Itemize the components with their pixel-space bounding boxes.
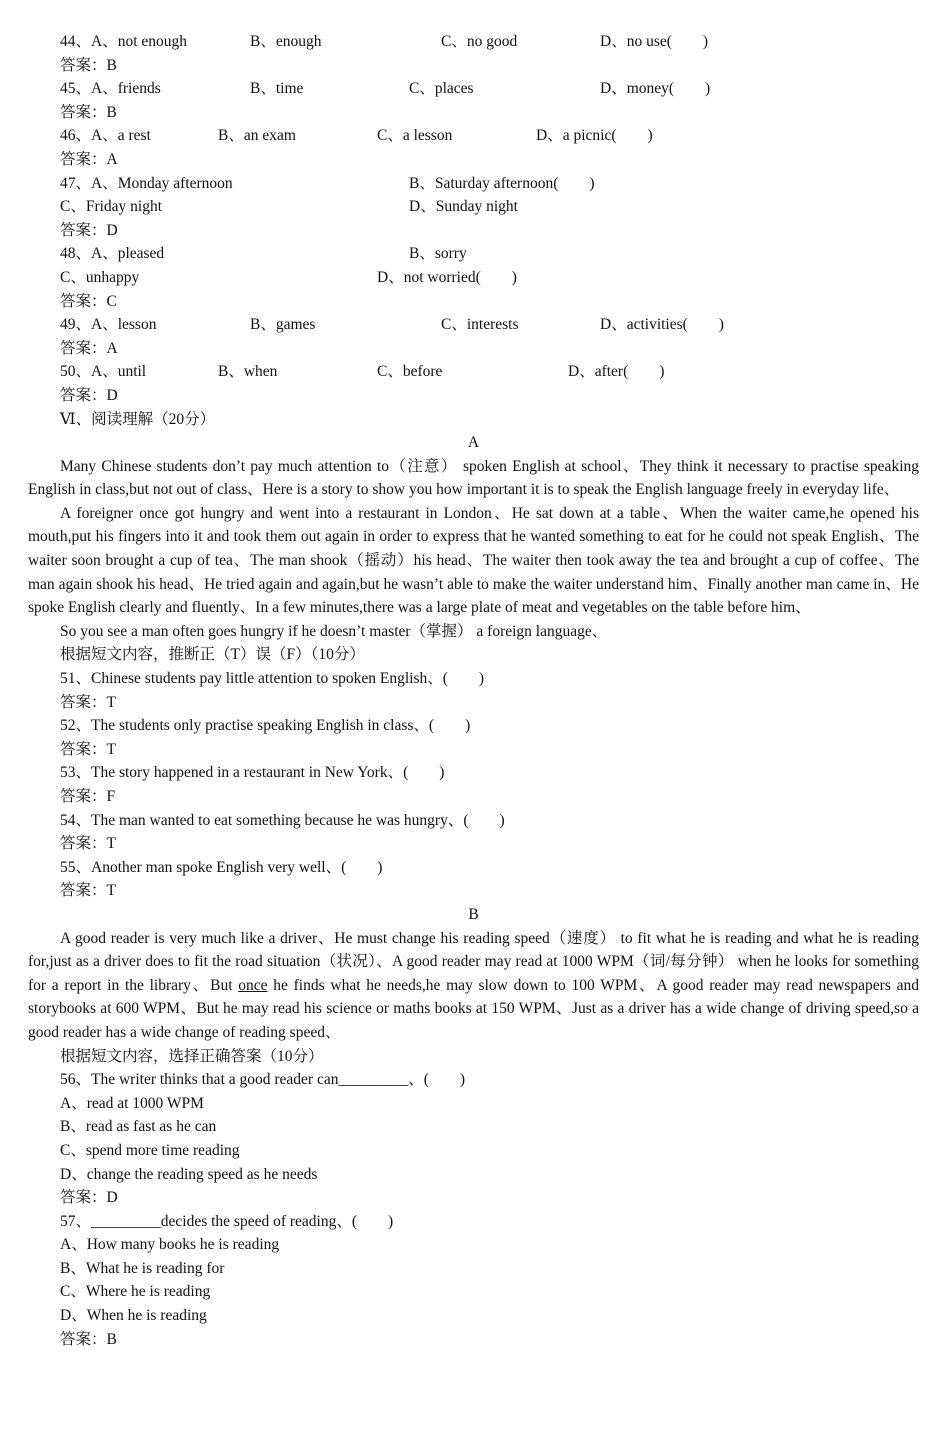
option-c: C、interests	[441, 316, 519, 334]
question-50	[28, 360, 919, 384]
question-46	[28, 124, 919, 148]
question-52: 52、The students only practise speaking English in class、( )	[60, 717, 471, 735]
passage-a-paragraph-2: A foreigner once got hungry and went into a restaurant in London、He sat down at a table、When the waiter came,he opened his mouth,put his fingers into it and took them out again in order to express that he wanted something to eat for he could not speak English、The waiter soon brought a cup of tea、The man shook（摇动）his head、The waiter then took away the tea and brought a cup of coffee、The man again shook his head、He tried again and again,but he wasn’t able to make the waiter understand him、Finally another man came in、He spoke English clearly and fluently、In a few minutes,there was a large plate of meat and vegetables on the table before him、	[28, 504, 919, 617]
answer-56: 答案：D	[60, 1189, 118, 1207]
option-b: B、sorry	[409, 245, 467, 263]
section-heading: Ⅵ、阅读理解（20分）	[60, 410, 216, 428]
option-b: B、an exam	[218, 127, 296, 145]
answer-50: 答案：D	[60, 386, 118, 404]
option-c: C、Friday night	[60, 198, 163, 216]
question-55: 55、Another man spoke English very well、( )	[60, 858, 383, 876]
option-b: B、Saturday afternoon( )	[409, 174, 595, 192]
answer-46: 答案：A	[60, 150, 118, 168]
answer-57: 答案：B	[60, 1330, 117, 1348]
passage-b-paragraph-1	[28, 927, 919, 1045]
question-56-option-c: C、spend more time reading	[60, 1141, 240, 1159]
question-47-line2	[28, 195, 919, 219]
question-54: 54、The man wanted to eat something because he was hungry、( )	[60, 811, 505, 829]
answer-49: 答案：A	[60, 339, 118, 357]
question-57-option-c: C、Where he is reading	[60, 1283, 211, 1301]
option-a: 48、A、pleased	[60, 245, 165, 263]
option-c: C、before	[377, 363, 443, 381]
question-56: 56、The writer thinks that a good reader can_________、( )	[60, 1071, 466, 1089]
question-57-option-a: A、How many books he is reading	[60, 1236, 280, 1254]
question-56-option-b: B、read as fast as he can	[60, 1118, 217, 1136]
option-c: C、no good	[441, 33, 518, 50]
question-44	[28, 30, 919, 54]
answer-45: 答案：B	[60, 103, 117, 121]
answer-54: 答案：T	[60, 835, 116, 853]
answer-44: 答案：B	[60, 56, 117, 74]
question-45	[28, 77, 919, 101]
underlined-word: once	[238, 976, 268, 994]
option-d: D、Sunday night	[409, 198, 518, 216]
passage-a-paragraph-3: So you see a man often goes hungry if he doesn’t master（掌握） a foreign language、	[60, 622, 608, 640]
option-c: C、a lesson	[377, 127, 453, 145]
document-page	[28, 30, 919, 1351]
option-a: 49、A、lesson	[60, 316, 157, 334]
option-a: 45、A、friends	[60, 80, 161, 98]
answer-55: 答案：T	[60, 882, 116, 900]
passage-b-text-start: A good reader is very much like a driver、He must change his reading speed（速度） to fit what he is reading and what he is reading for,just as a driver does to fit the road situation（状况）、A good reader may read at 1000 WPM（词/每分钟） when he looks for something for a report in the library、But	[28, 929, 919, 994]
option-d: D、money( )	[600, 80, 711, 98]
question-53: 53、The story happened in a restaurant in New York、( )	[60, 764, 445, 782]
passage-b-instruction: 根据短文内容，选择正确答案（10分）	[60, 1047, 324, 1065]
passage-b-text-end: he finds what he needs,he may slow down to 100 WPM、A good reader may read newspapers and storybooks at 600 WPM、But he may read his science or maths books at 150 WPM、Just as a driver has a wide change of driving speed,so a good reader has a wide change of reading speed、	[28, 976, 919, 1041]
option-d: D、activities( )	[600, 316, 724, 334]
question-56-option-a: A、read at 1000 WPM	[60, 1094, 204, 1112]
question-57-option-d: D、When he is reading	[60, 1307, 207, 1325]
question-57: 57、_________decides the speed of reading、( )	[60, 1212, 394, 1230]
option-a: 50、A、until	[60, 363, 147, 381]
passage-b-label: B	[468, 905, 479, 923]
answer-48: 答案：C	[60, 292, 117, 310]
option-d: D、after( )	[568, 363, 665, 381]
passage-a-instruction: 根据短文内容，推断正（T）误（F）（10分）	[60, 646, 365, 664]
option-b: B、when	[218, 363, 278, 381]
question-48-line2	[28, 266, 919, 290]
question-51: 51、Chinese students pay little attention to spoken English、( )	[60, 670, 485, 688]
option-c: C、places	[409, 80, 474, 98]
option-d: D、no use( )	[600, 33, 709, 50]
answer-47: 答案：D	[60, 221, 118, 239]
option-a: 44、A、not enough	[60, 33, 188, 50]
option-b: B、enough	[250, 33, 322, 50]
option-d: D、not worried( )	[377, 268, 517, 286]
option-a: 46、A、a rest	[60, 127, 151, 145]
question-56-option-d: D、change the reading speed as he needs	[60, 1165, 318, 1183]
option-b: B、time	[250, 80, 304, 98]
passage-a-paragraph-1: Many Chinese students don’t pay much attention to（注意） spoken English at school、They think it necessary to practise speaking English in class,but not out of class、Here is a story to show you how important it is to speak the English language freely in everyday life、	[28, 457, 919, 499]
question-48-line1	[28, 242, 919, 266]
question-47-line1	[28, 172, 919, 196]
question-57-option-b: B、What he is reading for	[60, 1259, 225, 1277]
option-d: D、a picnic( )	[536, 127, 653, 145]
option-a: 47、A、Monday afternoon	[60, 174, 233, 192]
answer-53: 答案：F	[60, 788, 116, 805]
answer-51: 答案：T	[60, 693, 116, 711]
answer-52: 答案：T	[60, 740, 116, 758]
option-c: C、unhappy	[60, 268, 140, 286]
passage-a-label: A	[467, 434, 480, 452]
question-49	[28, 313, 919, 337]
option-b: B、games	[250, 316, 316, 334]
